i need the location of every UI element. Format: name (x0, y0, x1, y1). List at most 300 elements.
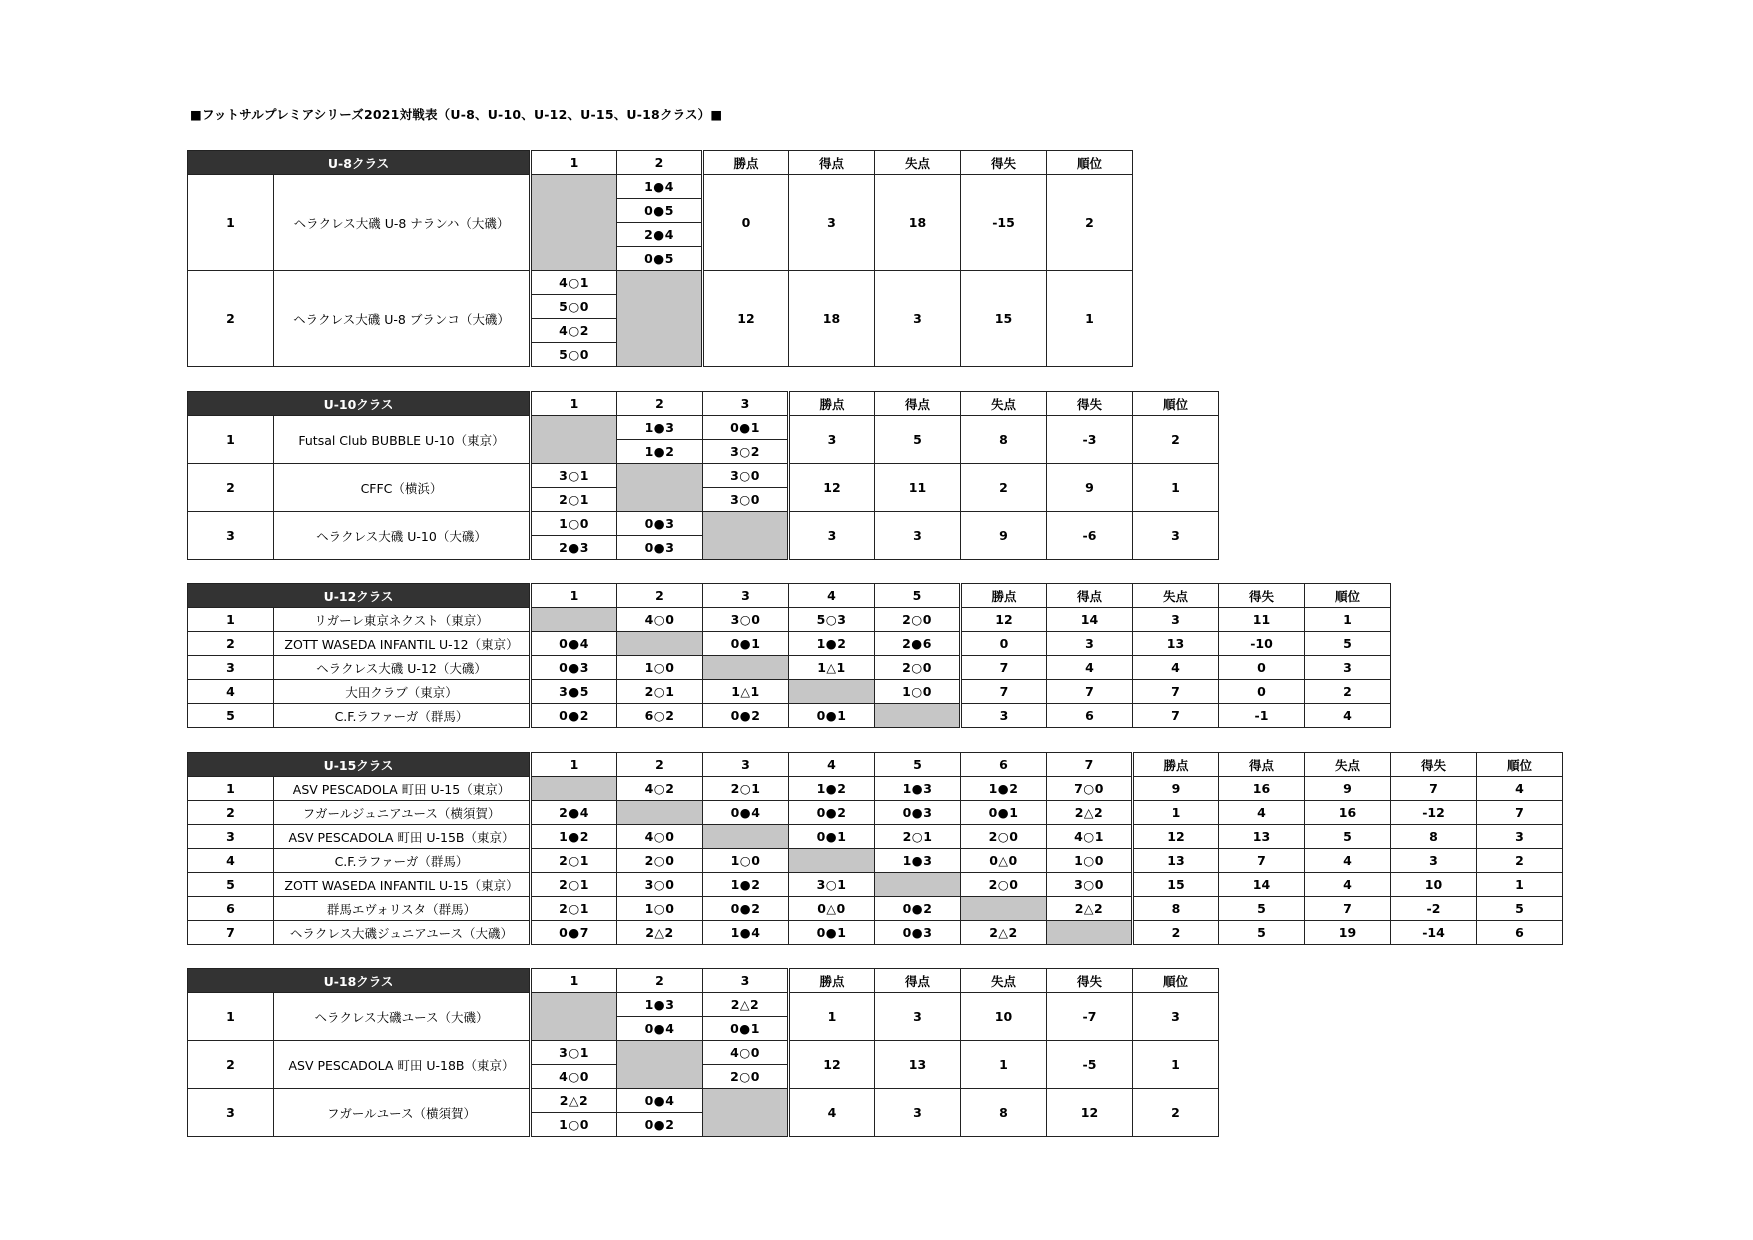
u8-table-wrap (187, 150, 1133, 367)
u12-team-stat-2: 7 (1047, 680, 1133, 704)
u15-team-stat-2: 14 (1219, 873, 1305, 897)
u10-team-stat-1: 3 (789, 512, 875, 560)
u15-match-score: 2△2 (1047, 897, 1133, 921)
u8-team-number: 2 (188, 271, 274, 367)
u10-team-stat-5: 3 (1133, 512, 1219, 560)
u15-stat-header-4: 得失 (1391, 753, 1477, 777)
u15-team-name: 群馬エヴォリスタ（群馬） (274, 897, 531, 921)
u8-team-name: ヘラクレス大磯 U-8 ナランハ（大磯） (274, 175, 531, 271)
u8-self-match-cell (531, 175, 617, 271)
u15-team-stat-4: 10 (1391, 873, 1477, 897)
u10-match-score: 3○1 (531, 464, 617, 488)
u10-stat-header-5: 順位 (1133, 392, 1219, 416)
u15-match-score: 2○1 (531, 849, 617, 873)
u18-team-stat-2: 13 (875, 1041, 961, 1089)
u15-class-label: U-15クラス (188, 753, 531, 777)
u18-team-stat-4: 12 (1047, 1089, 1133, 1137)
u12-match-score: 3○0 (703, 608, 789, 632)
u12-team-stat-5: 1 (1305, 608, 1391, 632)
u8-standings-table (187, 150, 1133, 367)
u12-team-stat-1: 0 (961, 632, 1047, 656)
u15-match-score: 2○1 (531, 873, 617, 897)
u12-team-stat-2: 4 (1047, 656, 1133, 680)
u8-match-score: 5○0 (531, 343, 617, 367)
u15-team-stat-4: 8 (1391, 825, 1477, 849)
u15-match-score: 3○1 (789, 873, 875, 897)
u10-match-score: 0●3 (617, 536, 703, 560)
u10-opponent-header-3: 3 (703, 392, 789, 416)
u8-stat-header-4: 得失 (961, 151, 1047, 175)
u18-stat-header-5: 順位 (1133, 969, 1219, 993)
u15-team-stat-2: 5 (1219, 897, 1305, 921)
u10-class-label: U-10クラス (188, 392, 531, 416)
u18-team-stat-5: 1 (1133, 1041, 1219, 1089)
u15-team-number: 7 (188, 921, 274, 945)
u10-team-stat-3: 9 (961, 512, 1047, 560)
table-row (188, 777, 1563, 801)
u15-team-stat-1: 1 (1133, 801, 1219, 825)
u10-self-match-cell (703, 512, 789, 560)
u15-self-match-cell (617, 801, 703, 825)
u12-self-match-cell (875, 704, 961, 728)
u12-match-score: 0●1 (789, 704, 875, 728)
u12-team-number: 4 (188, 680, 274, 704)
u12-match-score: 1○0 (875, 680, 961, 704)
u15-self-match-cell (531, 777, 617, 801)
u12-team-name: ヘラクレス大磯 U-12（大磯） (274, 656, 531, 680)
table-row (188, 1041, 1219, 1065)
u12-opponent-header-2: 2 (617, 584, 703, 608)
u12-match-score: 1△1 (703, 680, 789, 704)
u18-class-label: U-18クラス (188, 969, 531, 993)
u12-team-stat-2: 6 (1047, 704, 1133, 728)
u18-stat-header-1: 勝点 (789, 969, 875, 993)
u12-match-score: 3●5 (531, 680, 617, 704)
u8-match-score: 5○0 (531, 295, 617, 319)
u15-team-stat-1: 15 (1133, 873, 1219, 897)
u15-team-number: 3 (188, 825, 274, 849)
u15-match-score: 1●3 (875, 849, 961, 873)
u12-match-score: 0●2 (703, 704, 789, 728)
u12-match-score: 0●2 (531, 704, 617, 728)
u15-team-stat-3: 4 (1305, 873, 1391, 897)
u15-team-stat-2: 5 (1219, 921, 1305, 945)
u12-match-score: 0●4 (531, 632, 617, 656)
u10-team-stat-1: 12 (789, 464, 875, 512)
u15-stat-header-5: 順位 (1477, 753, 1563, 777)
u10-team-number: 1 (188, 416, 274, 464)
u15-team-stat-1: 9 (1133, 777, 1219, 801)
u15-team-number: 1 (188, 777, 274, 801)
u12-team-stat-5: 4 (1305, 704, 1391, 728)
table-row (188, 175, 1133, 199)
u12-team-stat-1: 3 (961, 704, 1047, 728)
u15-self-match-cell (875, 873, 961, 897)
u10-team-stat-2: 5 (875, 416, 961, 464)
u15-team-stat-4: -2 (1391, 897, 1477, 921)
u15-match-score: 0●2 (875, 897, 961, 921)
u18-team-stat-2: 3 (875, 1089, 961, 1137)
u8-class-label: U-8クラス (188, 151, 531, 175)
u18-match-score: 0●4 (617, 1017, 703, 1041)
u15-match-score: 2○0 (617, 849, 703, 873)
u15-team-name: ZOTT WASEDA INFANTIL U-15（東京） (274, 873, 531, 897)
u15-match-score: 1●4 (703, 921, 789, 945)
u12-self-match-cell (703, 656, 789, 680)
u15-team-stat-5: 7 (1477, 801, 1563, 825)
u12-class-label: U-12クラス (188, 584, 531, 608)
u18-team-stat-4: -7 (1047, 993, 1133, 1041)
u15-team-stat-3: 4 (1305, 849, 1391, 873)
u15-opponent-header-2: 2 (617, 753, 703, 777)
u18-stat-header-4: 得失 (1047, 969, 1133, 993)
u8-team-name: ヘラクレス大磯 U-8 ブランコ（大磯） (274, 271, 531, 367)
table-row (188, 897, 1563, 921)
u12-team-stat-4: 11 (1219, 608, 1305, 632)
u12-team-stat-4: 0 (1219, 656, 1305, 680)
u12-team-stat-5: 5 (1305, 632, 1391, 656)
u10-team-stat-5: 2 (1133, 416, 1219, 464)
u10-self-match-cell (531, 416, 617, 464)
u15-match-score: 2△2 (961, 921, 1047, 945)
u12-match-score: 2○1 (617, 680, 703, 704)
u15-team-stat-2: 7 (1219, 849, 1305, 873)
u10-match-score: 3○0 (703, 464, 789, 488)
table-row (188, 825, 1563, 849)
u18-team-stat-5: 2 (1133, 1089, 1219, 1137)
u12-opponent-header-5: 5 (875, 584, 961, 608)
u15-team-stat-3: 16 (1305, 801, 1391, 825)
u15-match-score: 0△0 (961, 849, 1047, 873)
u15-match-score: 2○1 (875, 825, 961, 849)
u12-match-score: 5○3 (789, 608, 875, 632)
u10-stat-header-1: 勝点 (789, 392, 875, 416)
table-row (188, 416, 1219, 440)
u15-team-stat-5: 2 (1477, 849, 1563, 873)
u8-match-score: 1●4 (617, 175, 703, 199)
u12-stat-header-4: 得失 (1219, 584, 1305, 608)
u12-match-score: 1△1 (789, 656, 875, 680)
u12-team-stat-1: 7 (961, 680, 1047, 704)
u12-stat-header-5: 順位 (1305, 584, 1391, 608)
u15-team-stat-2: 13 (1219, 825, 1305, 849)
u15-team-stat-1: 12 (1133, 825, 1219, 849)
u18-self-match-cell (703, 1089, 789, 1137)
u18-team-number: 2 (188, 1041, 274, 1089)
u18-match-score: 2△2 (531, 1089, 617, 1113)
u18-opponent-header-1: 1 (531, 969, 617, 993)
u15-opponent-header-5: 5 (875, 753, 961, 777)
u8-match-score: 0●5 (617, 247, 703, 271)
u15-match-score: 3○0 (1047, 873, 1133, 897)
u8-match-score: 4○1 (531, 271, 617, 295)
u8-stat-header-2: 得点 (789, 151, 875, 175)
u12-team-stat-3: 7 (1133, 704, 1219, 728)
u18-team-number: 3 (188, 1089, 274, 1137)
u18-self-match-cell (617, 1041, 703, 1089)
u15-match-score: 1●3 (875, 777, 961, 801)
u8-team-number: 1 (188, 175, 274, 271)
u8-team-stat-3: 18 (875, 175, 961, 271)
u8-team-stat-5: 2 (1047, 175, 1133, 271)
u12-self-match-cell (531, 608, 617, 632)
u15-opponent-header-6: 6 (961, 753, 1047, 777)
u15-team-stat-5: 5 (1477, 897, 1563, 921)
u12-team-stat-4: -1 (1219, 704, 1305, 728)
u15-match-score: 1○0 (617, 897, 703, 921)
u12-team-number: 2 (188, 632, 274, 656)
u15-team-stat-4: 3 (1391, 849, 1477, 873)
u15-team-stat-1: 13 (1133, 849, 1219, 873)
u15-match-score: 1●2 (703, 873, 789, 897)
u15-team-stat-3: 9 (1305, 777, 1391, 801)
u15-standings-table (187, 752, 1563, 945)
u18-team-stat-3: 10 (961, 993, 1047, 1041)
u15-match-score: 0●1 (789, 825, 875, 849)
u12-match-score: 4○0 (617, 608, 703, 632)
u18-match-score: 4○0 (531, 1065, 617, 1089)
u15-match-score: 0●2 (789, 801, 875, 825)
u15-self-match-cell (789, 849, 875, 873)
u15-team-stat-1: 8 (1133, 897, 1219, 921)
u15-match-score: 0●1 (789, 921, 875, 945)
u15-opponent-header-7: 7 (1047, 753, 1133, 777)
u8-opponent-header-1: 1 (531, 151, 617, 175)
u15-team-stat-4: -12 (1391, 801, 1477, 825)
u15-team-name: ヘラクレス大磯ジュニアユース（大磯） (274, 921, 531, 945)
u8-team-stat-4: -15 (961, 175, 1047, 271)
u12-match-score: 1○0 (617, 656, 703, 680)
u15-team-stat-3: 19 (1305, 921, 1391, 945)
u15-match-score: 2●4 (531, 801, 617, 825)
table-row (188, 680, 1391, 704)
u18-team-name: ヘラクレス大磯ユース（大磯） (274, 993, 531, 1041)
u15-match-score: 2○0 (961, 825, 1047, 849)
u18-team-stat-5: 3 (1133, 993, 1219, 1041)
table-row (188, 608, 1391, 632)
u12-standings-table (187, 583, 1391, 728)
u12-self-match-cell (789, 680, 875, 704)
u8-match-score: 2●4 (617, 223, 703, 247)
u12-team-name: ZOTT WASEDA INFANTIL U-12（東京） (274, 632, 531, 656)
u10-team-number: 2 (188, 464, 274, 512)
u18-match-score: 1●3 (617, 993, 703, 1017)
u10-standings-table (187, 391, 1219, 560)
u12-match-score: 2○0 (875, 608, 961, 632)
u15-self-match-cell (1047, 921, 1133, 945)
u12-table-wrap (187, 583, 1391, 728)
u12-team-stat-3: 7 (1133, 680, 1219, 704)
u18-team-stat-1: 4 (789, 1089, 875, 1137)
u15-team-number: 4 (188, 849, 274, 873)
page-title: ■フットサルプレミアシリーズ2021対戦表（U-8、U-10、U-12、U-15、U-18クラス）■ (190, 107, 723, 122)
u15-match-score: 2○1 (531, 897, 617, 921)
u12-team-stat-4: -10 (1219, 632, 1305, 656)
u8-team-stat-5: 1 (1047, 271, 1133, 367)
u15-opponent-header-1: 1 (531, 753, 617, 777)
u10-team-stat-4: -3 (1047, 416, 1133, 464)
u12-team-number: 5 (188, 704, 274, 728)
u15-match-score: 1●2 (789, 777, 875, 801)
u12-match-score: 1●2 (789, 632, 875, 656)
u15-match-score: 0●4 (703, 801, 789, 825)
u12-match-score: 2○0 (875, 656, 961, 680)
u15-team-number: 6 (188, 897, 274, 921)
u10-team-stat-2: 11 (875, 464, 961, 512)
u18-team-stat-1: 12 (789, 1041, 875, 1089)
u12-match-score: 6○2 (617, 704, 703, 728)
u15-match-score: 1●2 (531, 825, 617, 849)
u12-team-stat-2: 14 (1047, 608, 1133, 632)
u12-team-stat-3: 4 (1133, 656, 1219, 680)
u10-table-wrap (187, 391, 1219, 560)
u12-team-stat-1: 7 (961, 656, 1047, 680)
u10-team-stat-3: 8 (961, 416, 1047, 464)
u15-match-score: 0●3 (875, 801, 961, 825)
u15-match-score: 3○0 (617, 873, 703, 897)
u18-team-stat-3: 8 (961, 1089, 1047, 1137)
u8-team-stat-3: 3 (875, 271, 961, 367)
u18-match-score: 2○0 (703, 1065, 789, 1089)
u18-match-score: 0●2 (617, 1113, 703, 1137)
u10-team-name: Futsal Club BUBBLE U-10（東京） (274, 416, 531, 464)
u10-stat-header-4: 得失 (1047, 392, 1133, 416)
u15-match-score: 4○2 (617, 777, 703, 801)
u18-match-score: 2△2 (703, 993, 789, 1017)
u10-match-score: 0●1 (703, 416, 789, 440)
u10-match-score: 2○1 (531, 488, 617, 512)
u10-match-score: 0●3 (617, 512, 703, 536)
u15-match-score: 2○0 (961, 873, 1047, 897)
u15-team-stat-4: -14 (1391, 921, 1477, 945)
u18-match-score: 1○0 (531, 1113, 617, 1137)
u15-match-score: 7○0 (1047, 777, 1133, 801)
u10-match-score: 3○2 (703, 440, 789, 464)
u18-table-wrap (187, 968, 1219, 1137)
u15-team-stat-2: 4 (1219, 801, 1305, 825)
u15-match-score: 4○0 (617, 825, 703, 849)
u12-team-stat-2: 3 (1047, 632, 1133, 656)
u10-team-stat-3: 2 (961, 464, 1047, 512)
u8-stat-header-5: 順位 (1047, 151, 1133, 175)
table-row (188, 632, 1391, 656)
u10-team-name: CFFC（横浜） (274, 464, 531, 512)
u18-stat-header-2: 得点 (875, 969, 961, 993)
u10-opponent-header-2: 2 (617, 392, 703, 416)
u10-stat-header-2: 得点 (875, 392, 961, 416)
u15-team-number: 2 (188, 801, 274, 825)
u15-team-stat-4: 7 (1391, 777, 1477, 801)
u15-team-stat-2: 16 (1219, 777, 1305, 801)
table-row (188, 704, 1391, 728)
u15-match-score: 0●7 (531, 921, 617, 945)
table-row (188, 1089, 1219, 1113)
u18-team-stat-2: 3 (875, 993, 961, 1041)
table-row (188, 849, 1563, 873)
u12-match-score: 0●3 (531, 656, 617, 680)
u12-team-stat-5: 2 (1305, 680, 1391, 704)
u12-team-stat-4: 0 (1219, 680, 1305, 704)
u12-match-score: 2●6 (875, 632, 961, 656)
u12-team-name: 大田クラブ（東京） (274, 680, 531, 704)
u10-match-score: 1●2 (617, 440, 703, 464)
u8-team-stat-1: 0 (703, 175, 789, 271)
u10-match-score: 2●3 (531, 536, 617, 560)
u15-team-stat-3: 5 (1305, 825, 1391, 849)
u18-match-score: 0●4 (617, 1089, 703, 1113)
u8-opponent-header-2: 2 (617, 151, 703, 175)
u8-team-stat-4: 15 (961, 271, 1047, 367)
u10-team-name: ヘラクレス大磯 U-10（大磯） (274, 512, 531, 560)
u15-match-score: 0●1 (961, 801, 1047, 825)
table-row (188, 921, 1563, 945)
u15-stat-header-1: 勝点 (1133, 753, 1219, 777)
u15-opponent-header-4: 4 (789, 753, 875, 777)
u18-team-stat-3: 1 (961, 1041, 1047, 1089)
table-row (188, 993, 1219, 1017)
u8-team-stat-1: 12 (703, 271, 789, 367)
u15-match-score: 2△2 (617, 921, 703, 945)
u15-match-score: 0●3 (875, 921, 961, 945)
u15-match-score: 2△2 (1047, 801, 1133, 825)
u18-opponent-header-3: 3 (703, 969, 789, 993)
u18-match-score: 4○0 (703, 1041, 789, 1065)
u8-team-stat-2: 18 (789, 271, 875, 367)
u10-team-stat-4: 9 (1047, 464, 1133, 512)
u10-match-score: 1○0 (531, 512, 617, 536)
u12-opponent-header-4: 4 (789, 584, 875, 608)
u18-match-score: 0●1 (703, 1017, 789, 1041)
u18-team-stat-4: -5 (1047, 1041, 1133, 1089)
u15-team-name: ASV PESCADOLA 町田 U-15B（東京） (274, 825, 531, 849)
u15-stat-header-3: 失点 (1305, 753, 1391, 777)
u12-self-match-cell (617, 632, 703, 656)
u12-team-stat-3: 13 (1133, 632, 1219, 656)
u15-opponent-header-3: 3 (703, 753, 789, 777)
u12-team-number: 1 (188, 608, 274, 632)
u15-match-score: 1○0 (1047, 849, 1133, 873)
u15-match-score: 2○1 (703, 777, 789, 801)
u12-team-name: リガーレ東京ネクスト（東京） (274, 608, 531, 632)
u18-match-score: 3○1 (531, 1041, 617, 1065)
u10-team-stat-4: -6 (1047, 512, 1133, 560)
u15-team-number: 5 (188, 873, 274, 897)
u15-match-score: 4○1 (1047, 825, 1133, 849)
u8-team-stat-2: 3 (789, 175, 875, 271)
table-row (188, 656, 1391, 680)
table-row (188, 464, 1219, 488)
u15-match-score: 1●2 (961, 777, 1047, 801)
u10-team-number: 3 (188, 512, 274, 560)
u12-team-name: C.F.ラファーガ（群馬） (274, 704, 531, 728)
u8-stat-header-3: 失点 (875, 151, 961, 175)
u12-team-stat-5: 3 (1305, 656, 1391, 680)
u10-opponent-header-1: 1 (531, 392, 617, 416)
u15-team-stat-5: 4 (1477, 777, 1563, 801)
table-row (188, 271, 1133, 295)
u12-stat-header-2: 得点 (1047, 584, 1133, 608)
u8-stat-header-1: 勝点 (703, 151, 789, 175)
u18-team-stat-1: 1 (789, 993, 875, 1041)
u18-team-number: 1 (188, 993, 274, 1041)
u15-team-stat-5: 6 (1477, 921, 1563, 945)
u12-stat-header-3: 失点 (1133, 584, 1219, 608)
u15-team-stat-5: 3 (1477, 825, 1563, 849)
u15-team-stat-1: 2 (1133, 921, 1219, 945)
table-row (188, 873, 1563, 897)
u15-team-name: ASV PESCADOLA 町田 U-15（東京） (274, 777, 531, 801)
u15-match-score: 0△0 (789, 897, 875, 921)
